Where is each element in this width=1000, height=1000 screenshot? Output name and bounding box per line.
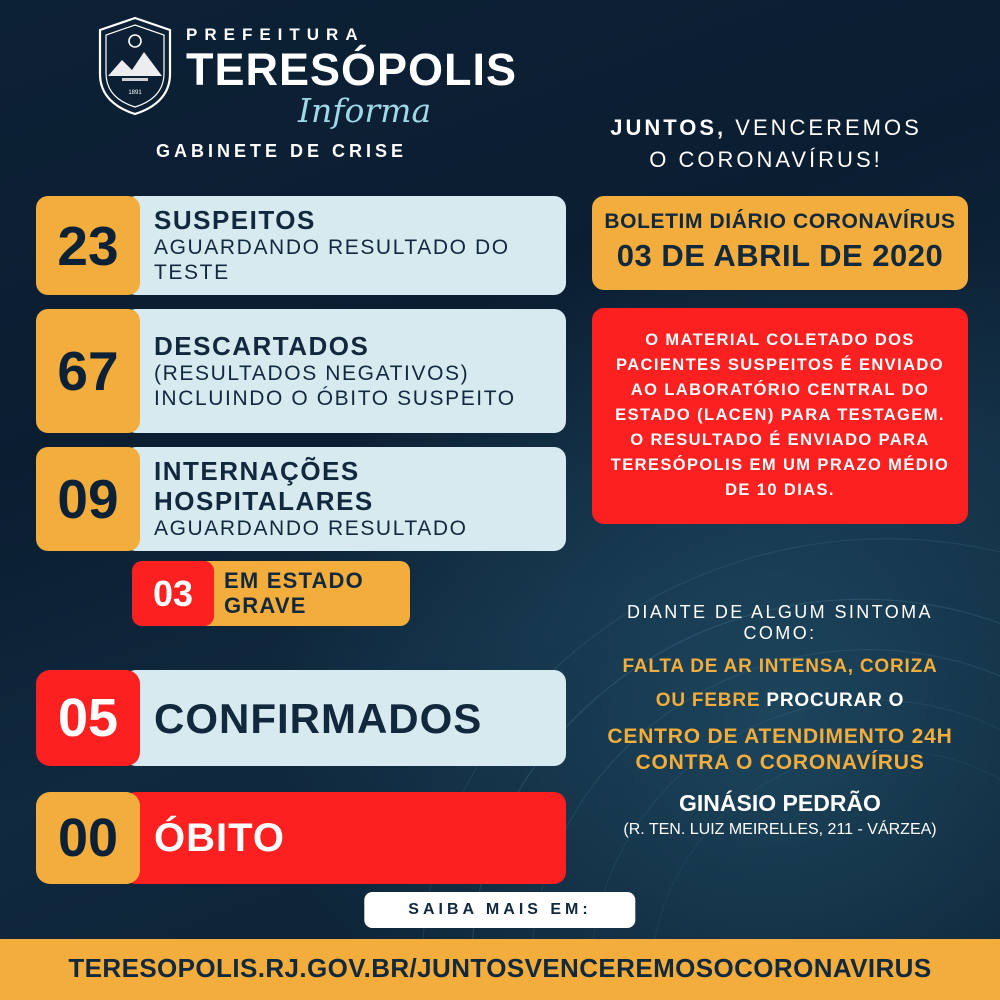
stat-title: SUSPEITOS [154, 205, 316, 235]
stat-number: 00 [36, 792, 140, 884]
stat-text [124, 670, 566, 766]
bulletin-card [592, 196, 968, 290]
slogan-strong: JUNTOS, [610, 115, 727, 140]
website-url[interactable]: TERESOPOLIS.RJ.GOV.BR/JUNTOSVENCEREMOSOCORONAVIRUS [0, 939, 1000, 1000]
stat-text [124, 196, 566, 295]
stat-subtitle: AGUARDANDO RESULTADO [154, 516, 468, 540]
slogan-line2: O CORONAVÍRUS! [649, 146, 883, 172]
stat-row-grave [132, 561, 410, 626]
lab-notice-card: O MATERIAL COLETADO DOS PACIENTES SUSPEITOS É ENVIADO AO LABORATÓRIO CENTRAL DO ESTADO (LACEN) PARA TESTAGEM. O RESULTADO É ENVIADO PARA TERESÓPOLIS EM UM PRAZO MÉDIO DE 10 DIAS. [592, 308, 968, 524]
stat-title: CONFIRMADOS [154, 694, 483, 742]
stat-text [124, 792, 566, 884]
svg-text:1891: 1891 [128, 90, 142, 96]
city-name: TERESÓPOLIS [186, 44, 518, 95]
stat-subtitle: (RESULTADOS NEGATIVOS) INCLUINDO O ÓBITO SUSPEITO [154, 361, 516, 411]
stat-number: 23 [36, 196, 140, 295]
stat-row-obito [36, 792, 566, 884]
stat-title: INTERNAÇÕES HOSPITALARES [154, 456, 374, 516]
city-coat-of-arms-icon [92, 14, 178, 118]
facility-line-2: CONTRA O CORONAVÍRUS [635, 750, 925, 774]
saiba-mais-label: SAIBA MAIS EM: [364, 892, 635, 928]
crisis-cabinet-label: GABINETE DE CRISE [156, 141, 408, 161]
stat-title: ÓBITO [154, 815, 285, 860]
stat-number: 03 [132, 561, 214, 626]
prefeitura-label: PREFEITURA [186, 25, 365, 44]
facility-line-1: CENTRO DE ATENDIMENTO 24H [607, 724, 953, 748]
stat-title: DESCARTADOS [154, 330, 370, 361]
stat-text [198, 561, 410, 626]
stat-text [124, 309, 566, 433]
header [0, 0, 1000, 180]
stat-text [124, 447, 566, 550]
symptoms-list-2 [592, 690, 968, 712]
informa-label: Informa [298, 91, 432, 130]
info-column [592, 196, 968, 839]
stat-title: EM ESTADO GRAVE [224, 567, 364, 618]
stat-row-internacoes [36, 447, 566, 550]
stat-number: 67 [36, 309, 140, 433]
stat-subtitle: AGUARDANDO RESULTADO DO TESTE [154, 236, 510, 285]
symptoms-action: PROCURAR O [760, 689, 905, 711]
bulletin-label: BOLETIM DIÁRIO CORONAVÍRUS [604, 210, 956, 233]
symptoms-highlight: OU FEBRE [655, 689, 761, 711]
symptoms-block [592, 602, 968, 840]
stat-row-suspeitos [36, 196, 566, 295]
slogan [566, 112, 966, 176]
stat-number: 05 [36, 670, 140, 766]
brand-lockup [186, 25, 518, 130]
symptoms-heading: DIANTE DE ALGUM SINTOMA COMO: [627, 601, 933, 643]
slogan-rest: VENCEREMOS [726, 115, 922, 140]
symptoms-list: FALTA DE AR INTENSA, CORIZA [622, 655, 938, 677]
stat-number: 09 [36, 447, 140, 550]
bulletin-date: 03 DE ABRIL DE 2020 [616, 238, 944, 273]
stat-row-descartados [36, 309, 566, 433]
venue-name: GINÁSIO PEDRÃO [679, 790, 881, 817]
venue-address: (R. TEN. LUIZ MEIRELLES, 211 - VÁRZEA) [623, 821, 937, 839]
stat-row-confirmados [36, 670, 566, 766]
stats-column [36, 196, 566, 898]
